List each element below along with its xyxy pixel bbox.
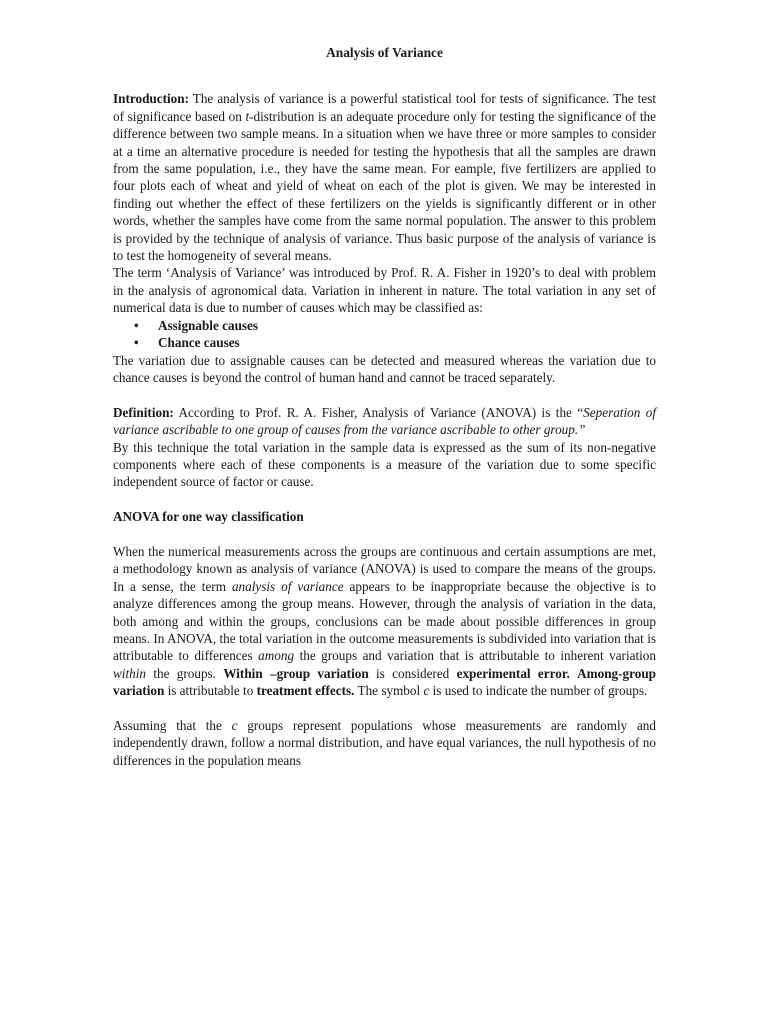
assume-text-1: Assuming that the	[113, 717, 232, 733]
experimental-error-bold: experimental error.	[456, 665, 570, 681]
oneway-em-1: analysis of variance	[231, 578, 344, 594]
definition-paragraph	[113, 404, 656, 439]
definition-quote: Seperation of variance ascribable to one group of causes from the variance ascribable to other group.”	[113, 404, 656, 438]
oneway-text-4: the groups.	[145, 665, 224, 681]
technique-paragraph: By this technique the total variation in the sample data is expressed as the sum of its non-negative components where each of these components is a measure of the variation due to some specific independent source of factor or cause.	[113, 439, 656, 490]
variation-paragraph: The variation due to assignable causes can be detected and measured whereas the variation due to chance causes is beyond the control of human hand and cannot be traced separately.	[113, 352, 656, 385]
assume-text-2: groups represent populations whose measurements are randomly and independently drawn, follow a normal distribution, and have equal variances, the null hypothesis of no differences in the population means	[113, 717, 656, 768]
among-group-bold: Among-group variation	[113, 665, 657, 699]
definition-label: Definition:	[113, 404, 174, 420]
term-paragraph: The term ‘Analysis of Variance’ was introduced by Prof. R. A. Fisher in 1920’s to deal with problem in the analysis of agronomical data. Variation in inherent in nature. The total variation in any set of numerical data is due to number of causes which may be classified as:	[113, 265, 656, 316]
spacer	[113, 386, 656, 403]
oneway-text-8: The symbol	[354, 683, 424, 699]
within-group-bold: Within –group variation	[223, 665, 369, 681]
oneway-text-1: When the numerical measurements across the groups are continuous and certain assumptions are met, a methodology known as analysis of variance (ANOVA) is used to compare the means of the groups. In a sense, the term	[113, 543, 656, 594]
oneway-text-2: appears to be inappropriate because the objective is to analyze differences among the group means. However, through the analysis of variation in the data, both among and within the groups, conclusions can be made about possible differences in group means. In ANOVA, the total variation in the outcome measurements is subdivided into variation that is attributable to differences	[113, 578, 657, 664]
oneway-text-9: is used to indicate the number of groups.	[429, 683, 648, 699]
treatment-effects-bold: treatment effects.	[256, 683, 355, 699]
causes-list	[113, 317, 656, 352]
oneway-em-2: among	[258, 648, 295, 664]
oneway-text-3: the groups and variation that is attributable to inherent variation	[294, 648, 656, 664]
oneway-text-5: is considered	[368, 665, 457, 681]
list-item: • Assignable causes	[158, 317, 656, 334]
assumption-paragraph	[113, 717, 656, 769]
c-symbol: c	[231, 717, 238, 733]
oneway-paragraph	[113, 543, 656, 700]
section-heading: ANOVA for one way classification	[113, 509, 304, 525]
intro-paragraph	[113, 90, 656, 264]
intro-label: Introduction:	[113, 91, 189, 107]
c-symbol: c	[423, 683, 430, 699]
spacer	[113, 526, 656, 543]
intro-text-1: The analysis of variance is a powerful statistical tool for tests of significance. The test of significance based on	[113, 91, 656, 124]
spacer	[113, 491, 656, 508]
oneway-em-3: within	[113, 665, 146, 681]
intro-text-2: -distribution is an adequate procedure only for testing the significance of the difference between two sample means. In a situation when we have three or more samples to consider at a time an alternative procedure is needed for testing the hypothesis that all the samples are drawn from the same population, i.e., they have the same mean. For eample, five fertilizers are applied to four plots each of wheat and yield of wheat on each of the plot is given. We may be interested in finding out whether the effect of these fertilizers on the yields is significantly different or in other words, whether the samples have come from the same normal population. The answer to this problem is provided by the technique of analysis of variance. Thus basic purpose of the analysis of variance is to test the homogeneity of several means.	[113, 108, 656, 264]
oneway-text-7: is attributable to	[164, 683, 257, 699]
list-item: • Chance causes	[158, 334, 656, 351]
definition-text: According to Prof. R. A. Fisher, Analysis of Variance (ANOVA) is the “	[173, 404, 584, 420]
document-page	[113, 44, 656, 769]
spacer	[113, 700, 656, 717]
document-title: Analysis of Variance	[326, 45, 443, 60]
intro-t-symbol: t	[245, 108, 250, 124]
